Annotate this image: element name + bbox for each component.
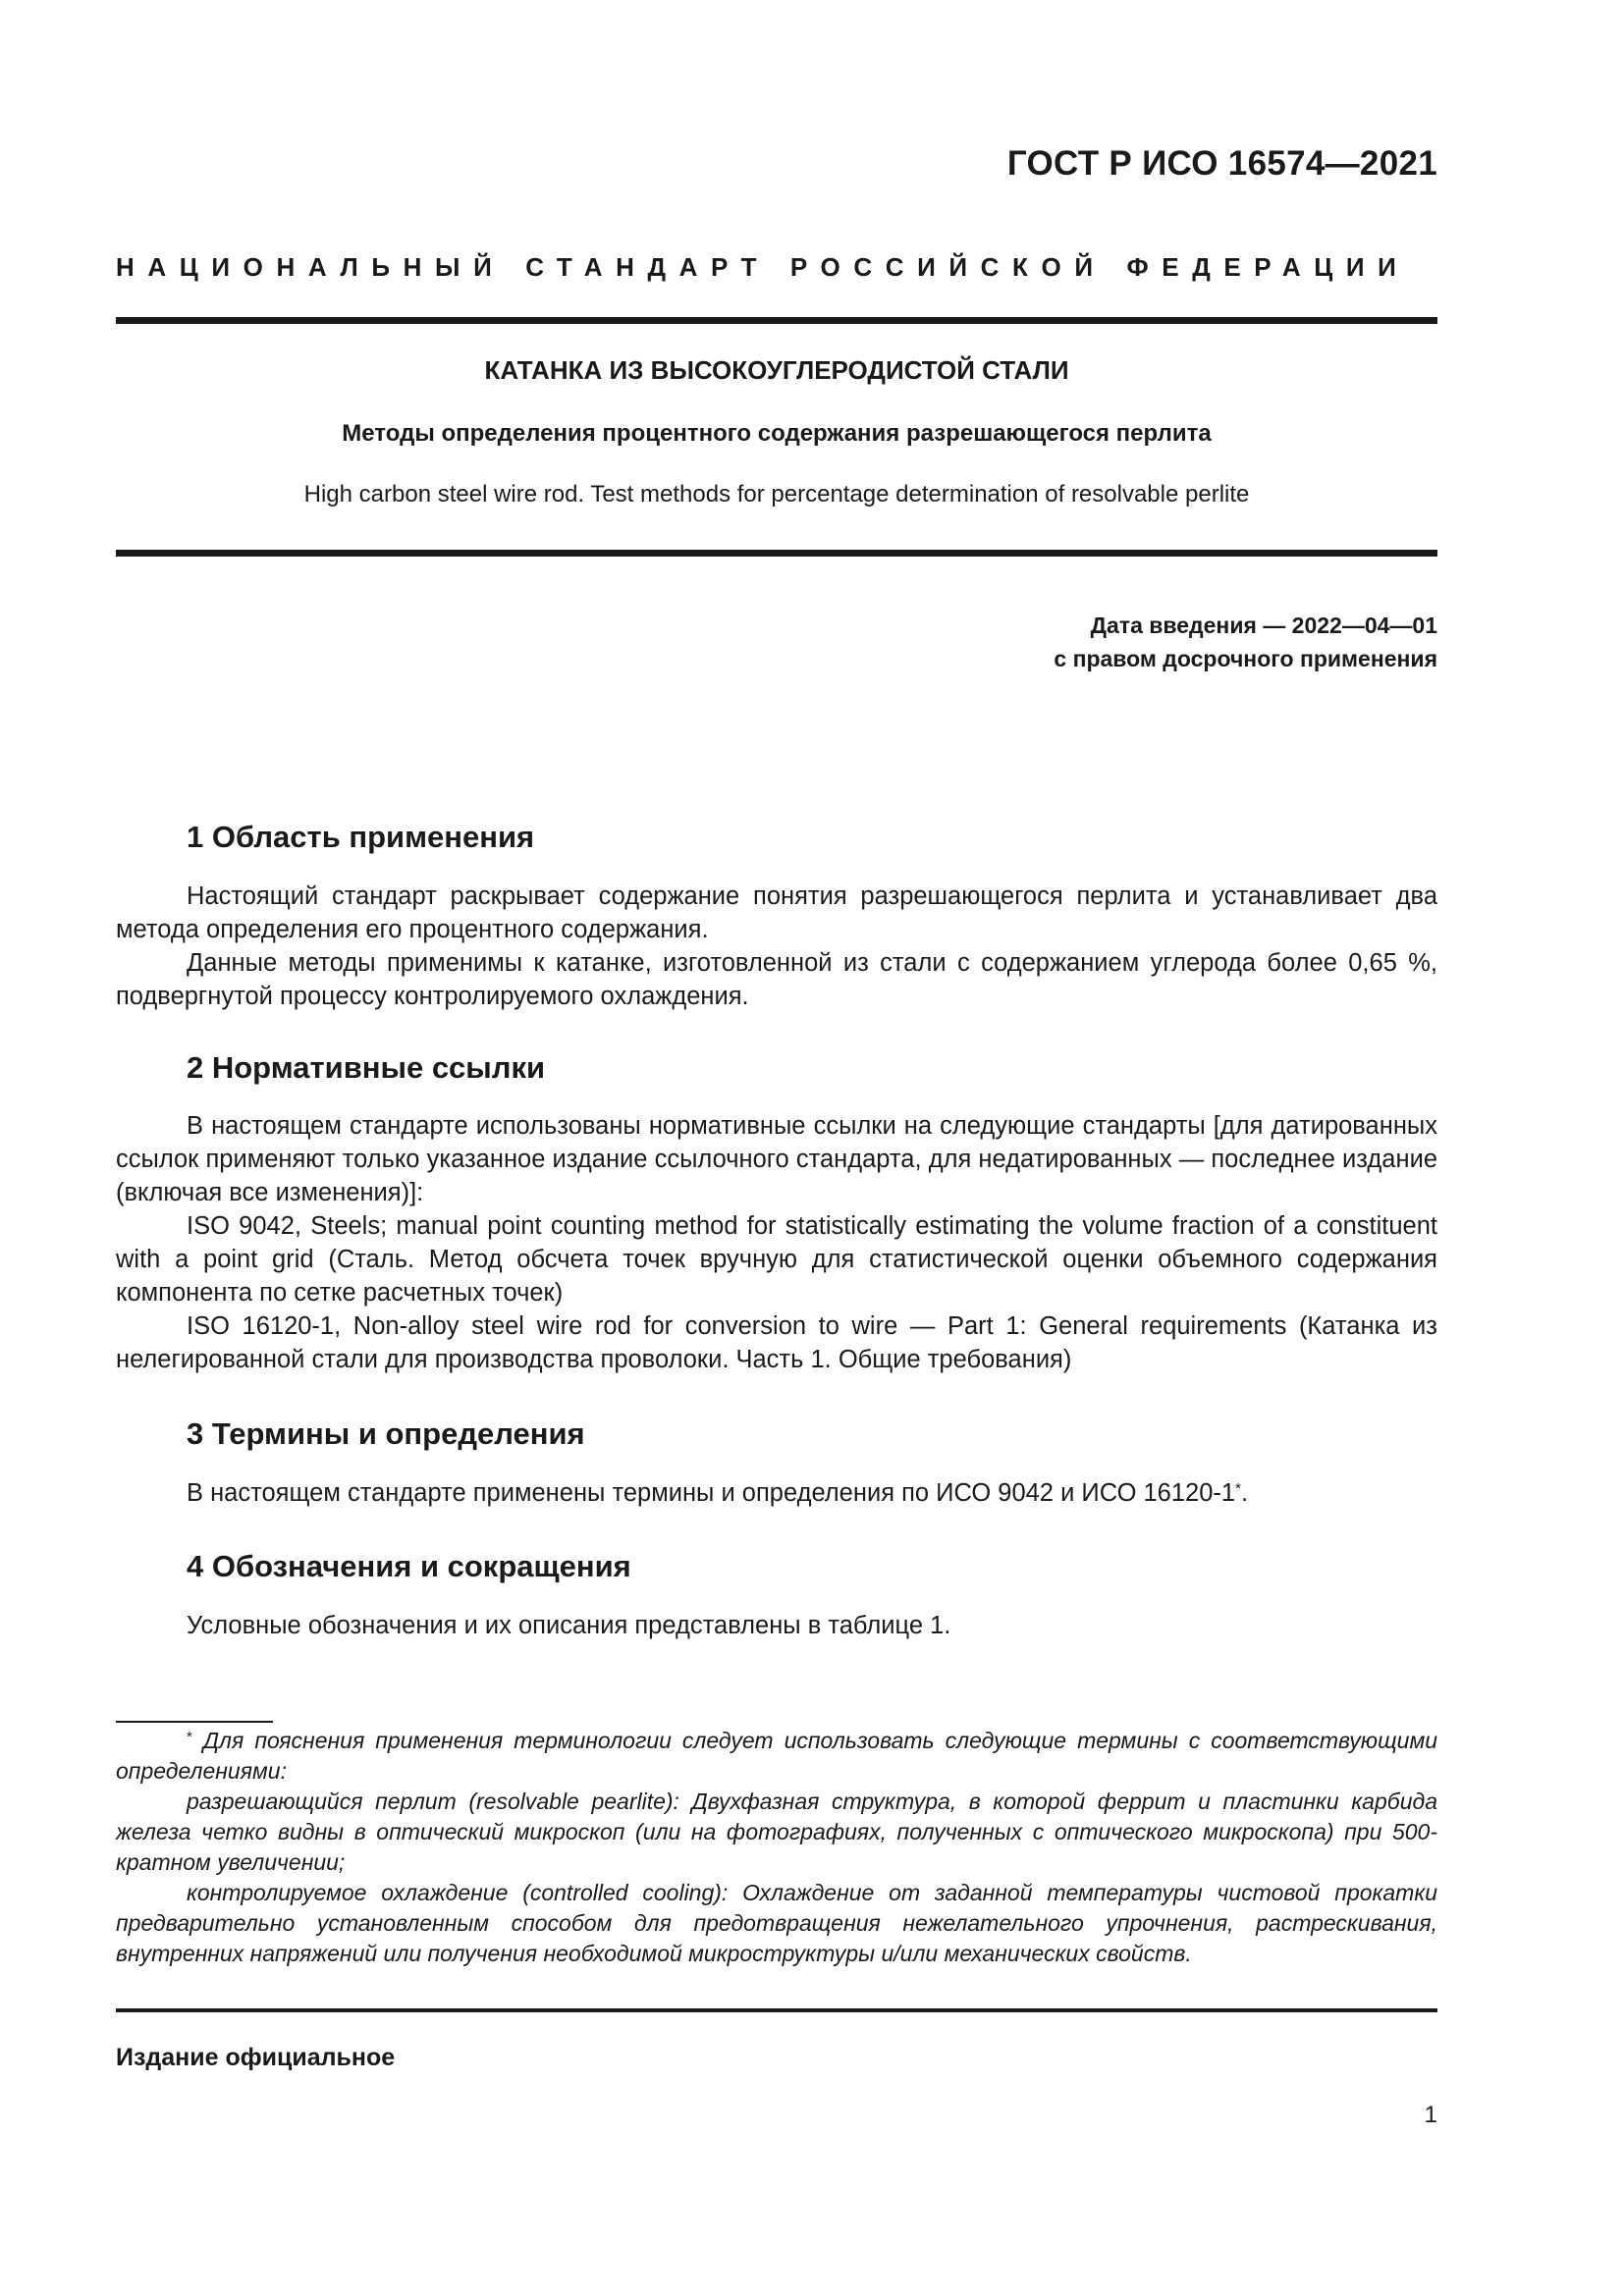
reference-iso-16120-1: ISO 16120-1, Non-alloy steel wire rod for conversion to wire — Part 1: General requirements (Катанка из нелегированной стали для производства проволоки. Часть 1. Общие требования) [116, 1312, 1437, 1373]
document-title: КАТАНКА ИЗ ВЫСОКОУГЛЕРОДИСТОЙ СТАЛИ [484, 355, 1069, 385]
section-1-body [116, 880, 1437, 1013]
section-4-body: Условные обозначения и их описания представлены в таблице 1. [187, 1612, 951, 1639]
standard-designation: ГОСТ Р ИСО 16574—2021 [1006, 144, 1437, 183]
page-number: 1 [1424, 2102, 1437, 2128]
term-controlled-cooling: контролируемое охлаждение (controlled cooling): Охлаждение от заданной температуры чистовой прокатки предварительно установленным способом для предотвращения нежелательного упрочнения, растрескивания, внутренних напряжений или получения необходимой микроструктуры и/или механических свойств. [116, 1880, 1437, 1966]
section-1-heading: 1 Область применения [187, 820, 535, 854]
section-3-heading: 3 Термины и определения [187, 1416, 585, 1451]
paragraph: Данные методы применимы к катанке, изготовленной из стали с содержанием углерода более 0,65 %, подвергнутой процессу контролируемого охлаждения. [116, 949, 1437, 1010]
footnote-marker[interactable]: * [1235, 1480, 1241, 1497]
paragraph: Настоящий стандарт раскрывает содержание понятия разрешающегося перлита и устанавливает два метода определения его процентного содержания. [116, 882, 1437, 943]
top-rule [116, 317, 1437, 324]
section-3-body: В настоящем стандарте применены термины и определения по ИСО 9042 и ИСО 16120-1*. [187, 1479, 1249, 1507]
bottom-rule [116, 2008, 1437, 2012]
footnote: * Для пояснения применения терминологии следует использовать следующие термины с соответствующими определениями: разрешающийся перлит (resolvable pearlite): Двухфазная структура, в которой феррит и пластинки карбида железа четко видны в оптический микроскоп (или на фотографиях, полученных с оптического микроскопа) при 500-кратном увеличении; контролируемое охлаждение (controlled cooling): Охлаждение от заданной температуры чистовой прокатки предварительно установленным способом для предотвращения нежелательного упрочнения, растрескивания, внутренних напряжений или получения необходимой микроструктуры и/или механических свойств. [116, 1726, 1437, 1969]
reference-iso-9042: ISO 9042, Steels; manual point counting method for statistically estimating the volume fraction of a constituent with a point grid (Сталь. Метод обсчета точек вручную для статистической оценки объемного содержания компонента по сетке расчетных точек) [116, 1212, 1437, 1307]
footnote-separator [116, 1721, 273, 1723]
document-subtitle: Методы определения процентного содержания разрешающегося перлита [342, 420, 1212, 447]
section-4-heading: 4 Обозначения и сокращения [187, 1549, 631, 1583]
early-application-note: с правом досрочного применения [1054, 646, 1437, 671]
introduction-date-block [1054, 609, 1437, 675]
footnote-mark: * [187, 1729, 192, 1745]
section-2-heading: 2 Нормативные ссылки [187, 1050, 546, 1085]
official-edition-label: Издание официальное [116, 2044, 396, 2071]
introduction-date: Дата введения — 2022—04—01 [1090, 613, 1437, 638]
paragraph: В настоящем стандарте использованы нормативные ссылки на следующие стандарты [для датированных ссылок применяют только указанное издание ссылочного стандарта, для недатированных — последнее издание (включая все изменения)]: [116, 1112, 1437, 1206]
national-standard-label: НАЦИОНАЛЬНЫЙ СТАНДАРТ РОССИЙСКОЙ ФЕДЕРАЦИИ [116, 252, 1410, 282]
term-resolvable-pearlite: разрешающийся перлит (resolvable pearlite): Двухфазная структура, в которой феррит и пластинки карбида железа четко видны в оптический микроскоп (или на фотографиях, полученных с оптического микроскопа) при 500-кратном увеличении; [116, 1789, 1437, 1875]
english-title: High carbon steel wire rod. Test methods for percentage determination of resolvable perlite [303, 481, 1250, 507]
section-2-body [116, 1109, 1437, 1376]
title-rule [116, 550, 1437, 557]
